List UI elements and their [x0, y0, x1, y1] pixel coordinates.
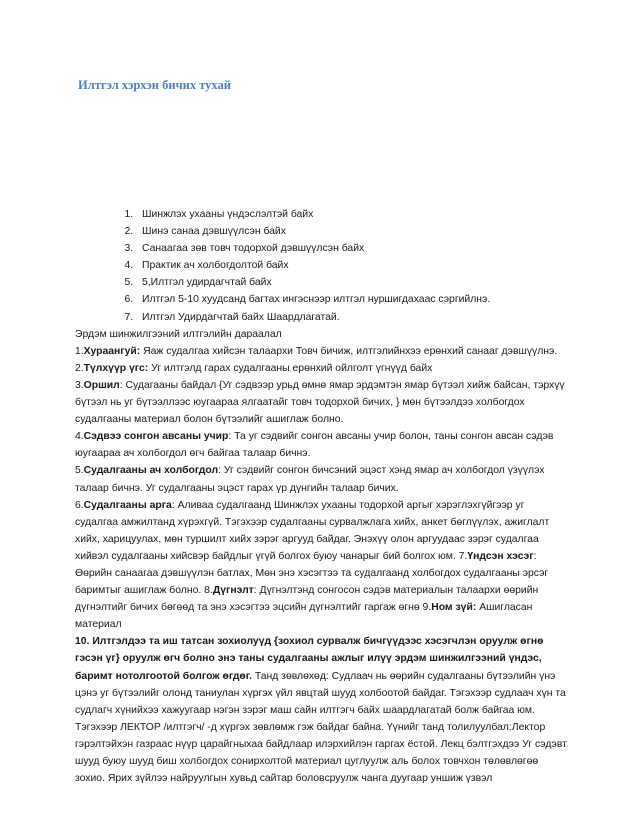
list-item: 2. Шинэ санаа дэвшүүлсэн байх	[136, 223, 570, 240]
section-label: Оршил	[83, 379, 120, 391]
section-number: 6.	[75, 499, 84, 511]
section-citations	[75, 633, 570, 787]
section-label: Хураангуй:	[83, 345, 141, 357]
section-text: Яаж судалгаа хийсэн талаархи Товч бичиж, илтгэлийнхээ ерөнхий санааг дэвшүүлнэ.	[140, 345, 558, 357]
document-title: Илтгэл хэрхэн бичих тухай	[78, 78, 231, 92]
list-item: 6. Илтгэл 5-10 хуудсанд багтах ингэснээр илтгэл нуршигдахаас сэргийлнэ.	[136, 291, 570, 308]
section-text: : Судагааны байдал {Уг сэдвээр урьд өмнө ямар эрдэмтэн ямар бүтээл хийж байсан, тэрхүү бүтээл нь уг бүтээллээс юугаараа ялгаатайг товч тодорхой бичих, } мөн бүтээлдээ холбогдох судалгааны материал болон бүтээлийг ашиглаж болно.	[75, 379, 565, 426]
section-label: Үндсэн хэсэг	[467, 550, 534, 562]
section-number: 5.	[75, 465, 84, 477]
section-label: Ном зүй:	[431, 602, 477, 614]
section-text: Уг илтгэлд гарах судалгааны ерөнхий ойлголт үгнүүд байх	[148, 362, 433, 374]
list-item: 4. Практик ач холбогдолтой байх	[136, 257, 570, 274]
document-body	[75, 206, 570, 787]
section-topic-reason	[75, 428, 570, 462]
section-label: Судалгааны арга	[83, 499, 172, 511]
section-number: 3.	[75, 379, 84, 391]
section-text: : Аливаа судалгаанд Шинжлэх ухааны тодорхой аргыг хэрэглэхгүйгээр уг судалгаа амжилтанд хүрэхгүй. Тэгэхээр судалгааны сурвалжлага хийх, анкет бөглүүлэх, ажиглалт хийх, харицуулах, мөн туршилт хийх зэрэг аргууд байдаг. Энэхүү олон аргуудаас зэрэг судалгаа хийвэл судалгааны хийсвэр байдлыг үгүй болгох буюу чанарыг бий болгох юм.	[75, 499, 550, 562]
section-text: : Дүгнэлтэнд сонгосон сэдэв материалын талаархи өөрийн дүгнэлтийг бичих бөгөөд та энэ хэсэгтээ эцсийн дүгнэлтийг гаргаж өгнө	[75, 585, 539, 614]
section-number: 2.	[75, 362, 84, 374]
section-introduction	[75, 377, 570, 428]
requirements-list	[75, 206, 570, 326]
section-text: : Өөрийн санаагаа дэвшүүлэн батлах, Мөн энэ хэсэгтээ та судалгаанд холбогдох судалгааны эрсэг баримтыг ашиглаж болно.	[75, 550, 549, 597]
section-methods	[75, 497, 570, 634]
section-label: 10. Илтгэлдээ та иш татсан зохиолуүд {зохиол сурвалж бичгүүдээс хэсэгчлэн оруулж өгнө гэсэн үг} оруулж өгч болно энэ таны судалгааны ажлыг илүү эрдэм шинжилгээний үндэс, баримт нотолгоотой болгож өгдөг.	[75, 636, 544, 682]
list-item: 1. Шинжлэх ухааны үндэслэлтэй байх	[136, 206, 570, 223]
section-number: 8.	[204, 585, 213, 597]
list-item: 3. Санаагаа зөв товч тодорхой дэвшүүлсэн байх	[136, 240, 570, 257]
section-keywords	[75, 360, 570, 377]
list-item: 5. 5,Илтгэл удирдагчтай байх	[136, 274, 570, 291]
section-number: 9.	[422, 602, 432, 614]
section-label: Дүгнэлт	[212, 585, 254, 597]
section-number: 7.	[458, 550, 468, 562]
section-abstract	[75, 343, 570, 360]
section-text: : Та уг сэдвийг сонгон авсаны учир болон, таны сонгон авсан сэдэв юугаараа ач холбогдол өгч байгаа талаар бичнэ.	[75, 431, 554, 460]
section-text: : Уг сэдвийг сонгон бичсэний эцэст хэнд ямар ач холбогдол үзүүлэх талаар бичнэ. Уг судалгааны эцэст гарах үр дүнгийн талаар бичих.	[75, 465, 545, 494]
section-significance	[75, 462, 570, 496]
section-text: Танд зөвлөхөд: Судлаач нь өөрийн судалгааны бүтээлийн үнэ цэнэ уг бүтээлийг олонд таниулан хүргэх үйл явцтай шууд холбоотой байдаг. Тэгэхээр судлаач хүн та судлагч хүнийхээ хажуугаар нэгэн зэрэг маш сайн илтгэгч байх шаардлагатай болж байгаа юм. Тэгэхээр ЛЕКТОР /илтгэгч/ -д хүргэх зөвлөмж гэж байдаг байна. Үүнийг танд толилуулбал:Лектор гэрэлтэйхэн газраас нүүр царайгныхаа байдлаар илэрхийлэн гаргах ёстой. Лекц бэлтгэхдээ Уг сэдэвт шууд буюу шууд биш холбогдох сонирхолтой материал цуглуулж аль болох товчхон төлөвлөгөө зохио. Ярих зүйлээ найруулгын хувьд сайтар боловсруулж чанга дуугаар уншиж үзвэл	[75, 670, 567, 785]
section-label: Түлхүүр үгс:	[83, 362, 149, 374]
section-number: 1.	[75, 345, 84, 357]
section-label: Судалгааны ач холбогдол	[83, 465, 219, 477]
section-text: Ашигласан материал	[75, 602, 533, 631]
section-number: 4.	[75, 431, 84, 443]
section-label: Сэдвээ сонгон авсаны учир	[83, 431, 229, 443]
list-item: 7. Илтгэл Удирдагчтай байх Шаардлагатай.	[136, 309, 570, 326]
order-heading: Эрдэм шинжилгээний илтгэлийн дараалал	[75, 328, 282, 340]
